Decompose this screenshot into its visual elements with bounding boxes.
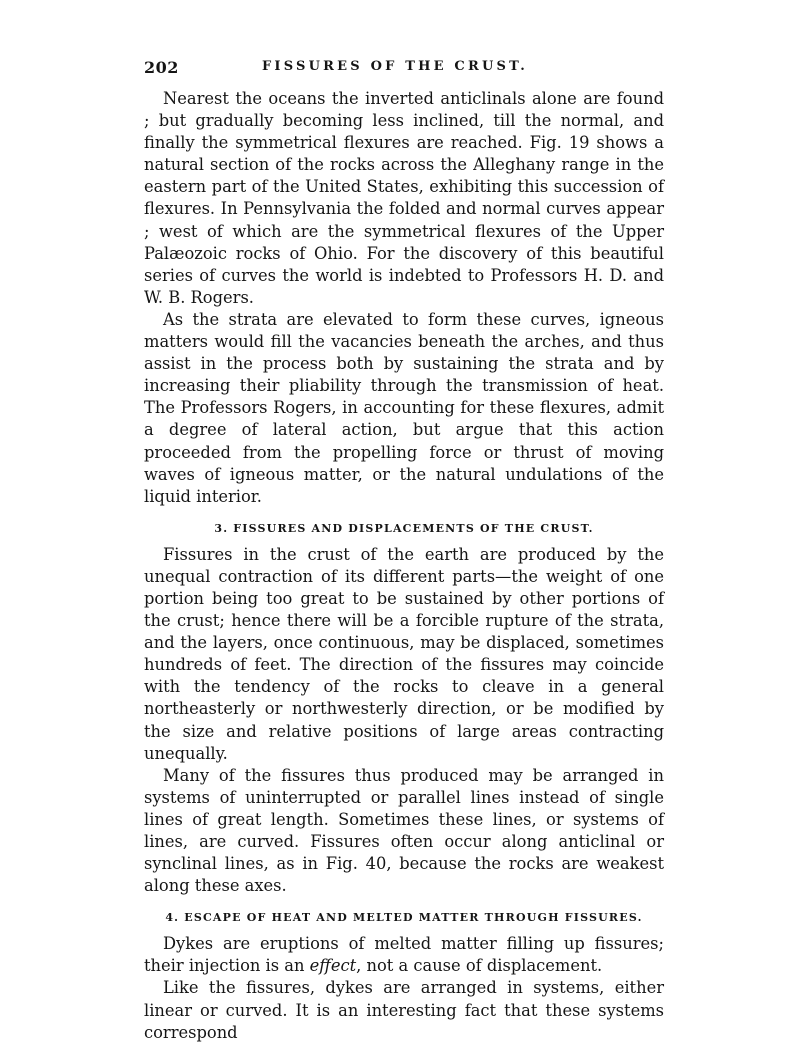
page-number: 202 [144,58,179,77]
paragraph-dykes-text-start: Dykes are eruptions of melted matter filling up fissures; their injection is an [144,934,664,976]
paragraph-dykes-text-end: , not a cause of displacement. [356,956,603,976]
paragraph-fissures-contraction: Fissures in the crust of the earth are produced by the unequal contraction of its different parts—the weight of one portion being too great to be sustained by other portions of the crust; hence there will be a forcible rupture of the strata, and the layers, once continuous, may be displaced, sometimes hundreds of feet. The direction of the fissures may coincide with the tendency of the rocks to cleave in a general northeasterly or northwesterly direction, or be modified by the size and relative positions of large areas contracting unequally. [144,544,664,763]
paragraph-dyke-systems: Like the fissures, dykes are arranged in systems, either linear or curved. It is an interesting fact that these systems correspond [144,978,664,1042]
book-page [144,58,664,1044]
paragraph-inverted-anticlinals: Nearest the oceans the inverted anticlinals alone are found ; but gradually becoming less inclined, till the normal, and finally the symmetrical flexures are reached. Fig. 19 shows a natural section of the rocks across the Alleghany range in the eastern part of the United States, exhibiting this succession of flexures. In Pennsylvania the folded and normal curves appear ; west of which are the symmetrical flexures of the Upper Palæozoic rocks of Ohio. For the discovery of this beautiful series of curves the world is indebted to Professors H. D. and W. B. Rogers. [144,89,664,307]
running-title: FISSURES OF THE CRUST. [262,59,529,74]
paragraph-igneous-matters: As the strata are elevated to form these curves, igneous matters would fill the vacancies beneath the arches, and thus assist in the process both by sustaining the strata and by increasing their pliability through the transmission of heat. The Professors Rogers, in accounting for these flexures, admit a degree of lateral action, but argue that this action proceeded from the propelling force or thrust of moving waves of igneous matter, or the natural undulations of the liquid interior. [144,309,664,506]
italic-word-effect: effect [309,956,357,976]
running-head [144,58,664,88]
paragraph-dykes-eruptions [144,933,664,977]
section-heading-escape-of-heat: 4. ESCAPE OF HEAT AND MELTED MATTER THROUGH FISSURES. [165,911,643,925]
paragraph-fissure-systems: Many of the fissures thus produced may be arranged in systems of uninterrupted or parallel lines instead of single lines of great length. Sometimes these lines, or systems of lines, are curved. Fissures often occur along anticlinal or synclinal lines, as in Fig. 40, because the rocks are weakest along these axes. [144,765,664,896]
section-heading-fissures-displacements: 3. FISSURES AND DISPLACEMENTS OF THE CRUST. [214,521,594,535]
